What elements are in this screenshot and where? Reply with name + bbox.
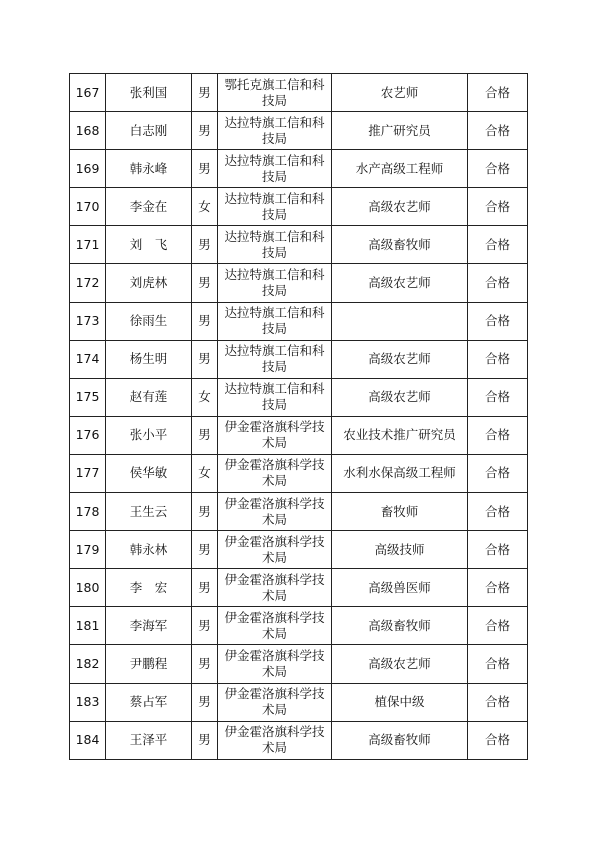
cell-number: 179 [70, 531, 106, 569]
table-row [70, 531, 528, 569]
cell-title: 高级农艺师 [332, 645, 468, 683]
cell-result: 合格 [468, 150, 528, 188]
cell-title: 畜牧师 [332, 493, 468, 531]
cell-result: 合格 [468, 569, 528, 607]
unit-text: 达拉特旗工信和科技局 [224, 267, 325, 299]
cell-result: 合格 [468, 188, 528, 226]
cell-gender: 男 [192, 493, 218, 531]
cell-title: 推广研究员 [332, 112, 468, 150]
cell-unit [218, 607, 332, 645]
cell-result: 合格 [468, 645, 528, 683]
table-row [70, 340, 528, 378]
table-row [70, 264, 528, 302]
cell-gender: 男 [192, 683, 218, 721]
cell-gender: 女 [192, 454, 218, 492]
table-row [70, 226, 528, 264]
cell-number: 176 [70, 416, 106, 454]
unit-text: 伊金霍洛旗科学技术局 [224, 571, 325, 603]
cell-unit [218, 112, 332, 150]
cell-result: 合格 [468, 74, 528, 112]
cell-name: 张利国 [106, 74, 192, 112]
table-row [70, 683, 528, 721]
table-row [70, 721, 528, 759]
cell-title: 高级技师 [332, 531, 468, 569]
table-row [70, 378, 528, 416]
cell-result: 合格 [468, 683, 528, 721]
results-table [69, 73, 528, 760]
cell-title: 高级农艺师 [332, 188, 468, 226]
cell-unit [218, 721, 332, 759]
cell-unit [218, 569, 332, 607]
unit-text: 伊金霍洛旗科学技术局 [224, 533, 325, 565]
cell-unit [218, 378, 332, 416]
table-row [70, 645, 528, 683]
cell-result: 合格 [468, 531, 528, 569]
unit-text: 伊金霍洛旗科学技术局 [224, 609, 325, 641]
cell-name: 李金在 [106, 188, 192, 226]
cell-title: 高级畜牧师 [332, 607, 468, 645]
cell-result: 合格 [468, 264, 528, 302]
cell-name: 徐雨生 [106, 302, 192, 340]
cell-title: 水利水保高级工程师 [332, 454, 468, 492]
cell-result: 合格 [468, 607, 528, 645]
cell-number: 169 [70, 150, 106, 188]
cell-unit [218, 531, 332, 569]
cell-number: 183 [70, 683, 106, 721]
cell-name: 韩永峰 [106, 150, 192, 188]
cell-result: 合格 [468, 226, 528, 264]
cell-name: 张小平 [106, 416, 192, 454]
table-row [70, 416, 528, 454]
cell-unit [218, 493, 332, 531]
cell-number: 177 [70, 454, 106, 492]
table-row [70, 188, 528, 226]
cell-result: 合格 [468, 302, 528, 340]
cell-gender: 男 [192, 531, 218, 569]
cell-gender: 男 [192, 607, 218, 645]
cell-unit [218, 645, 332, 683]
cell-gender: 女 [192, 378, 218, 416]
cell-gender: 男 [192, 226, 218, 264]
cell-gender: 男 [192, 150, 218, 188]
table-row [70, 302, 528, 340]
cell-name: 刘 飞 [106, 226, 192, 264]
cell-unit [218, 74, 332, 112]
cell-name: 白志刚 [106, 112, 192, 150]
cell-unit [218, 416, 332, 454]
unit-text: 伊金霍洛旗科学技术局 [224, 457, 325, 489]
unit-text: 达拉特旗工信和科技局 [224, 190, 325, 222]
cell-unit [218, 226, 332, 264]
cell-number: 171 [70, 226, 106, 264]
table-row [70, 569, 528, 607]
cell-name: 刘虎林 [106, 264, 192, 302]
unit-text: 伊金霍洛旗科学技术局 [224, 419, 325, 451]
cell-unit [218, 340, 332, 378]
cell-result: 合格 [468, 454, 528, 492]
table-row [70, 74, 528, 112]
cell-title [332, 302, 468, 340]
unit-text: 伊金霍洛旗科学技术局 [224, 724, 325, 756]
cell-unit [218, 302, 332, 340]
unit-text: 伊金霍洛旗科学技术局 [224, 647, 325, 679]
cell-name: 蔡占军 [106, 683, 192, 721]
cell-number: 172 [70, 264, 106, 302]
cell-number: 167 [70, 74, 106, 112]
unit-text: 鄂托克旗工信和科技局 [224, 76, 325, 108]
unit-text: 伊金霍洛旗科学技术局 [224, 495, 325, 527]
unit-text: 达拉特旗工信和科技局 [224, 343, 325, 375]
cell-gender: 男 [192, 416, 218, 454]
cell-result: 合格 [468, 416, 528, 454]
cell-number: 168 [70, 112, 106, 150]
cell-name: 尹鹏程 [106, 645, 192, 683]
table-row [70, 493, 528, 531]
cell-name: 李 宏 [106, 569, 192, 607]
cell-title: 水产高级工程师 [332, 150, 468, 188]
cell-gender: 男 [192, 74, 218, 112]
cell-title: 农业技术推广研究员 [332, 416, 468, 454]
cell-name: 李海军 [106, 607, 192, 645]
cell-unit [218, 454, 332, 492]
cell-title: 高级农艺师 [332, 264, 468, 302]
cell-number: 178 [70, 493, 106, 531]
unit-text: 达拉特旗工信和科技局 [224, 381, 325, 413]
cell-name: 韩永林 [106, 531, 192, 569]
cell-result: 合格 [468, 112, 528, 150]
cell-title: 高级农艺师 [332, 340, 468, 378]
cell-name: 赵有莲 [106, 378, 192, 416]
cell-gender: 男 [192, 340, 218, 378]
table-row [70, 150, 528, 188]
cell-number: 182 [70, 645, 106, 683]
cell-gender: 男 [192, 302, 218, 340]
cell-title: 农艺师 [332, 74, 468, 112]
unit-text: 达拉特旗工信和科技局 [224, 114, 325, 146]
table-row [70, 112, 528, 150]
unit-text: 伊金霍洛旗科学技术局 [224, 686, 325, 718]
cell-title: 高级畜牧师 [332, 721, 468, 759]
unit-text: 达拉特旗工信和科技局 [224, 152, 325, 184]
cell-number: 174 [70, 340, 106, 378]
cell-unit [218, 683, 332, 721]
cell-gender: 男 [192, 112, 218, 150]
cell-number: 184 [70, 721, 106, 759]
cell-gender: 男 [192, 645, 218, 683]
cell-result: 合格 [468, 721, 528, 759]
cell-name: 侯华敏 [106, 454, 192, 492]
cell-gender: 男 [192, 264, 218, 302]
cell-gender: 男 [192, 569, 218, 607]
cell-number: 180 [70, 569, 106, 607]
cell-number: 175 [70, 378, 106, 416]
cell-unit [218, 188, 332, 226]
cell-unit [218, 150, 332, 188]
cell-number: 173 [70, 302, 106, 340]
cell-title: 高级畜牧师 [332, 226, 468, 264]
cell-name: 王生云 [106, 493, 192, 531]
results-table-body [70, 74, 528, 760]
cell-title: 植保中级 [332, 683, 468, 721]
cell-number: 170 [70, 188, 106, 226]
cell-title: 高级兽医师 [332, 569, 468, 607]
cell-result: 合格 [468, 378, 528, 416]
cell-gender: 男 [192, 721, 218, 759]
cell-gender: 女 [192, 188, 218, 226]
cell-number: 181 [70, 607, 106, 645]
table-row [70, 454, 528, 492]
unit-text: 达拉特旗工信和科技局 [224, 228, 325, 260]
cell-name: 杨生明 [106, 340, 192, 378]
cell-result: 合格 [468, 340, 528, 378]
unit-text: 达拉特旗工信和科技局 [224, 305, 325, 337]
cell-name: 王泽平 [106, 721, 192, 759]
cell-result: 合格 [468, 493, 528, 531]
cell-title: 高级农艺师 [332, 378, 468, 416]
cell-unit [218, 264, 332, 302]
table-row [70, 607, 528, 645]
